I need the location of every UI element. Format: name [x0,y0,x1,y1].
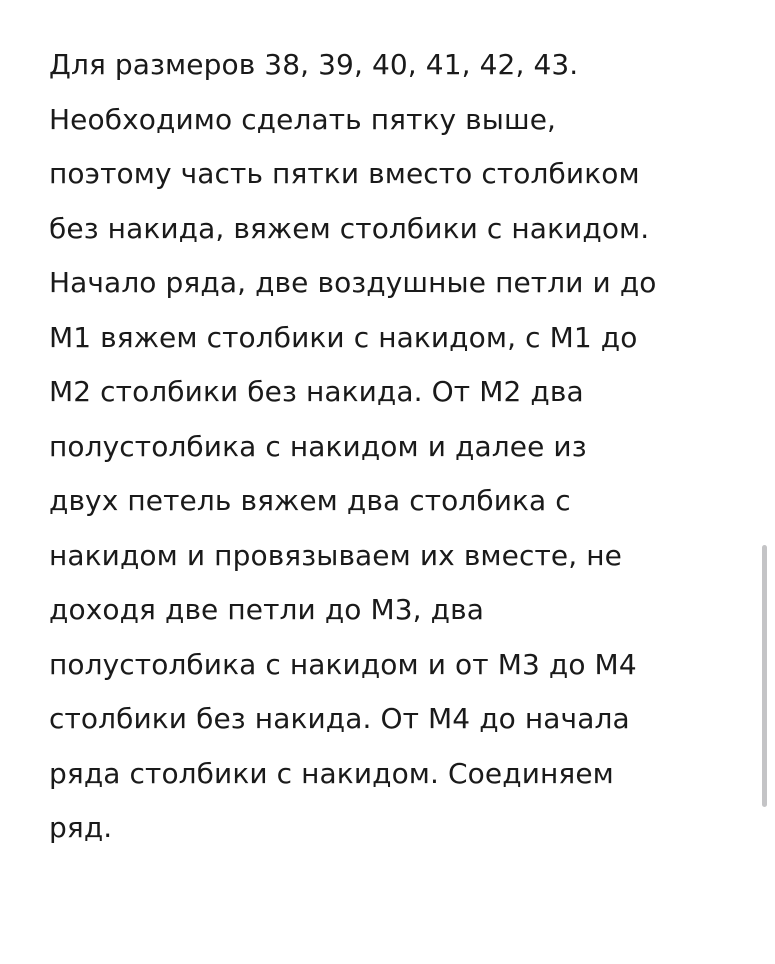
note-line: М2 столбики без накида. От М2 два [49,375,584,408]
note-line: столбики без накида. От М4 до начала [49,702,630,735]
note-body[interactable] [49,38,739,856]
note-line: полустолбика с накидом и от М3 до М4 [49,647,637,681]
scroll-indicator[interactable] [762,545,767,807]
note-line: М1 вяжем столбики с накидом, с М1 до [49,320,638,354]
note-line: накидом и провязываем их вместе, не [49,538,622,572]
note-line: Начало ряда, две воздушные петли и до [49,266,657,299]
note-line: ряда столбики с накидом. Соединяем [49,756,614,790]
note-line: полустолбика с накидом и далее из [49,429,587,463]
note-line: Для размеров 38, 39, 40, 41, 42, 43. [49,48,579,81]
note-line: двух петель вяжем два столбика с [49,484,571,517]
note-line: ряд. [49,811,113,844]
note-line: Необходимо сделать пятку выше, [49,102,557,136]
note-line: без накида, вяжем столбики с накидом. [49,211,650,245]
note-line: поэтому часть пятки вместо столбиком [49,157,640,190]
note-line: доходя две петли до М3, два [49,593,485,626]
